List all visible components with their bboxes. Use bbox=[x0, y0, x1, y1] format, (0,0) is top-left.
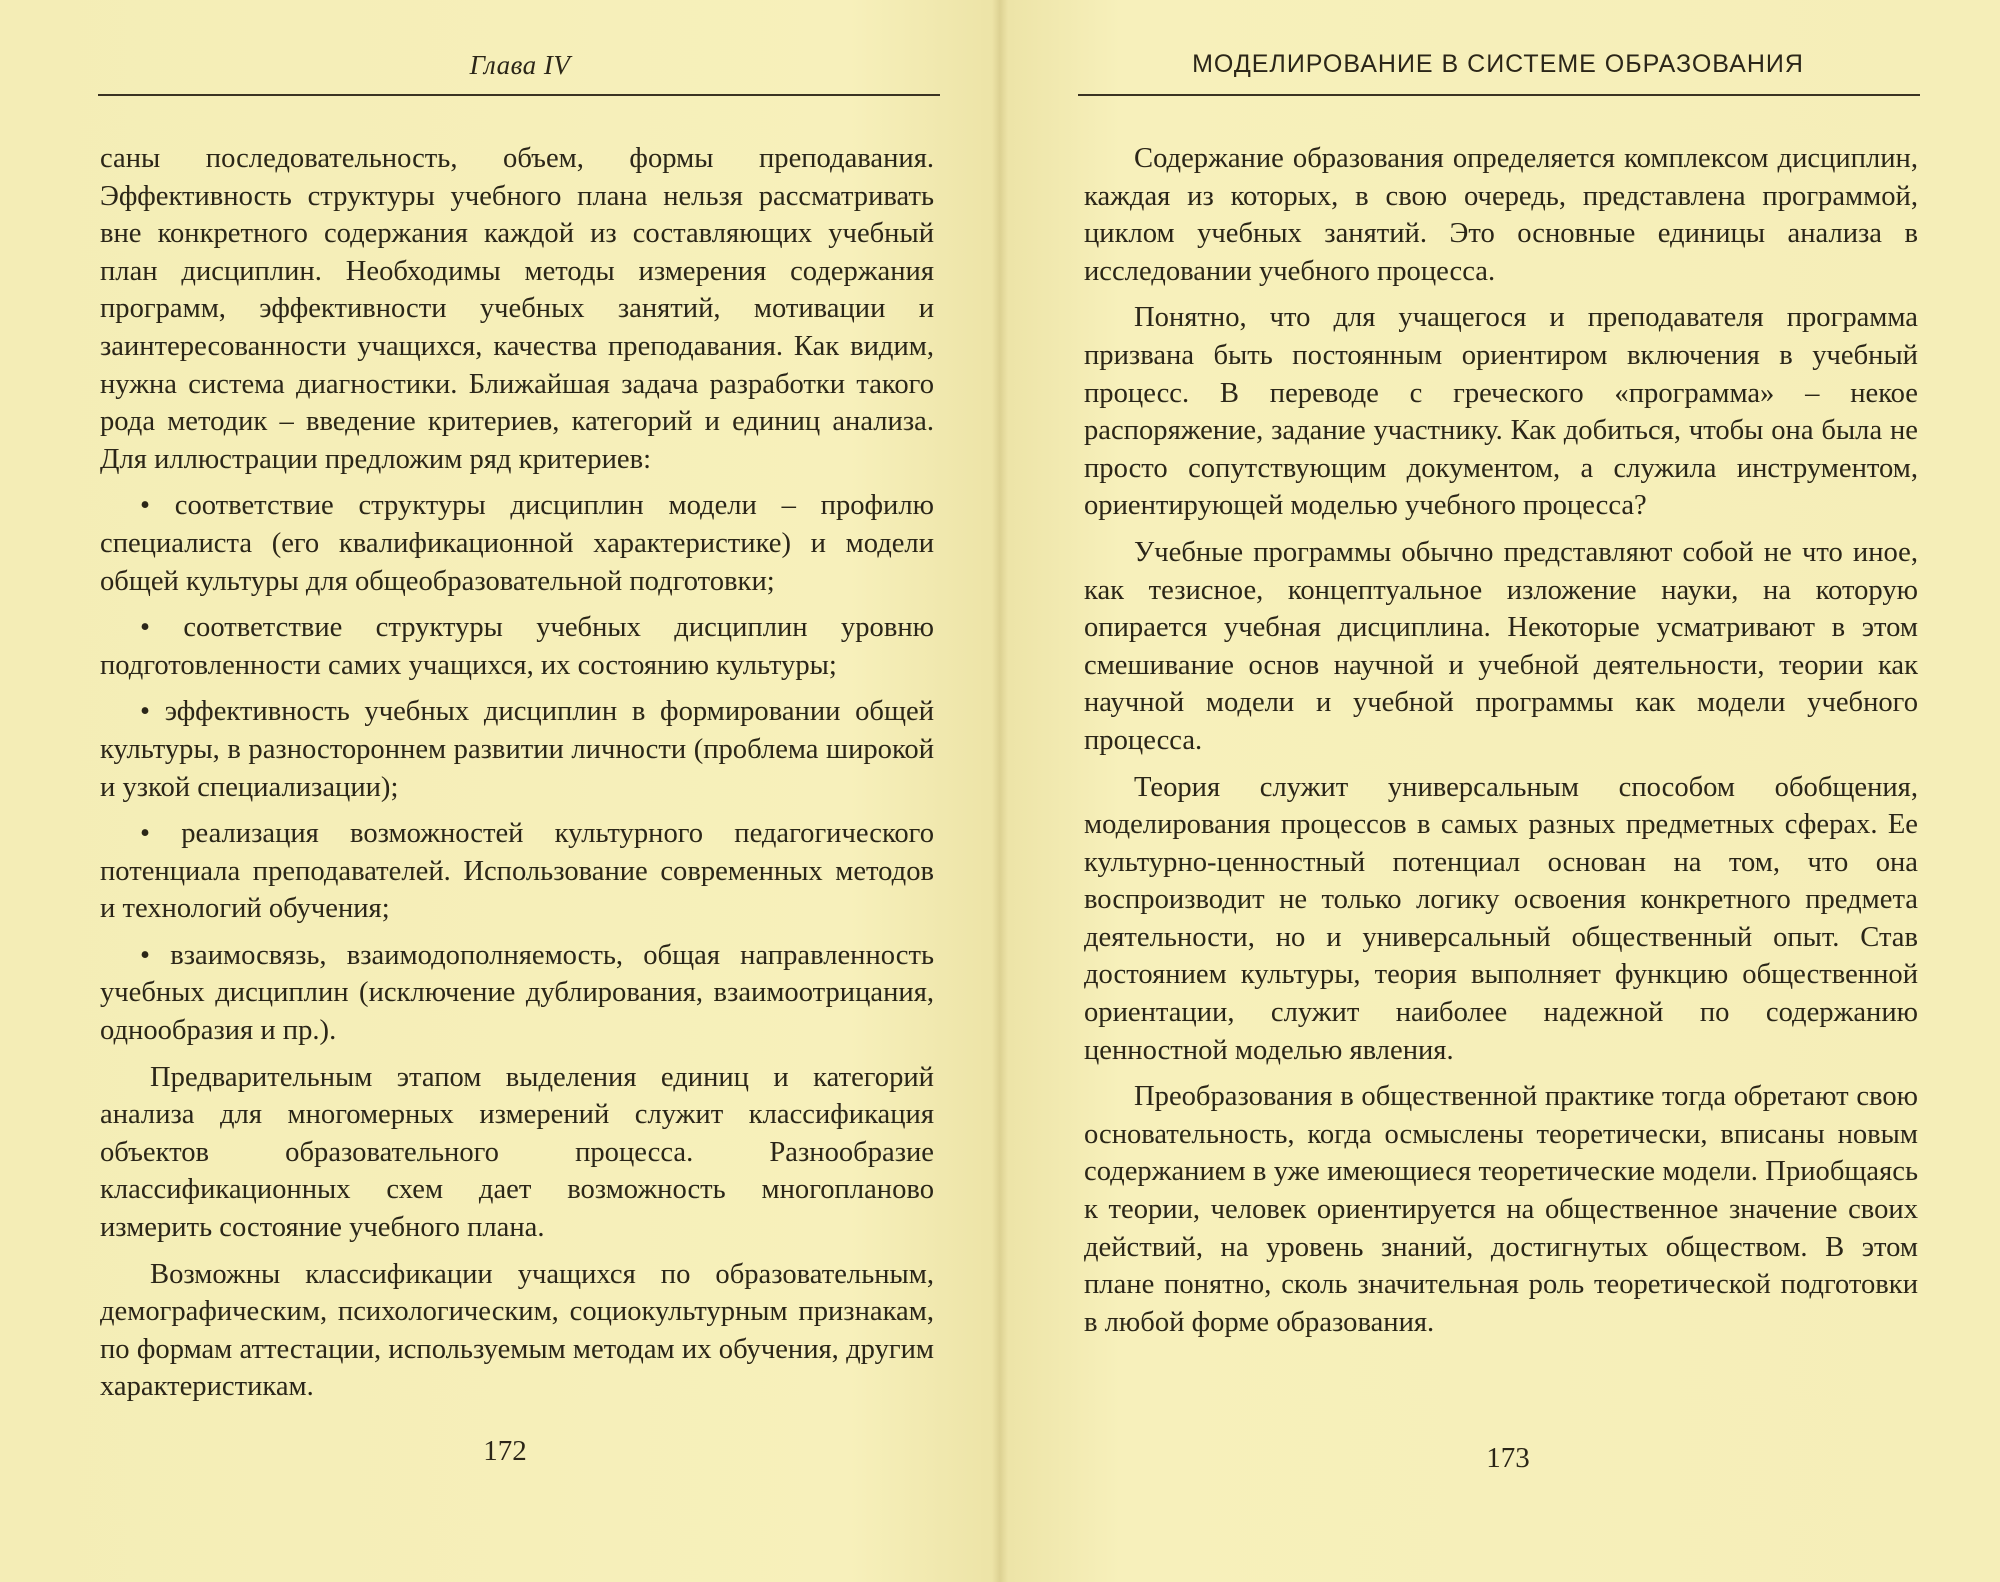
paragraph: саны последовательность, объем, формы преподавания. Эффективность структуры учебного плана нельзя рассматривать вне конкретного содержания каждой из составляющих учебный план дисциплин. Необходимы методы измерения содержания программ, эффективности учебных занятий, мотивации и заинтересованности учащихся, качества преподавания. Как видим, нужна система диагностики. Ближайшая задача разработки такого рода методик – введение критериев, категорий и единиц анализа. Для иллюстрации предложим ряд критериев: bbox=[100, 143, 934, 475]
paragraph: Понятно, что для учащегося и преподавателя программа призвана быть постоянным ориентиром включения в учебный процесс. В переводе с греческого «программа» – некое распоряжение, задание участнику. Как добиться, чтобы она была не просто сопутствующим документом, а служила инструментом, ориентирующей моделью учебного процесса? bbox=[1084, 302, 1918, 522]
header-rule bbox=[1078, 94, 1920, 96]
paragraph: Преобразования в общественной практике тогда обретают свою основательность, когда осмыслены теоретически, вписаны новым содержанием в уже имеющиеся теоретические модели. Приобщаясь к теории, человек ориентируется на общественное значение своих действий, на уровень знаний, достигнутых обществом. В этом плане понятно, сколь значительная роль теоретической подготовки в любой форме образования. bbox=[1084, 1081, 1918, 1338]
bullet-item: • соответствие структуры учебных дисциплин уровню подготовленности самих учащихся, их состоянию культуры; bbox=[100, 612, 934, 681]
chapter-header: Глава IV bbox=[469, 50, 571, 80]
bullet-item: • реализация возможностей культурного педагогического потенциала преподавателей. Использование современных методов и технологий обучения; bbox=[100, 818, 934, 925]
right-page bbox=[1000, 0, 2000, 1582]
paragraph: Содержание образования определяется комплексом дисциплин, каждая из которых, в свою очередь, представлена программой, циклом учебных занятий. Это основные единицы анализа в исследовании учебного процесса. bbox=[1084, 143, 1918, 287]
bullet-item: • взаимосвязь, взаимодополняемость, общая направленность учебных дисциплин (исключение дублирования, взаимоотрицания, однообразия и пр.). bbox=[100, 939, 934, 1047]
bullet-item: • соответствие структуры дисциплин модели – профилю специалиста (его квалификационной характеристике) и модели общей культуры для общеобразовательной подготовки; bbox=[100, 490, 934, 597]
running-title: МОДЕЛИРОВАНИЕ В СИСТЕМЕ ОБРАЗОВАНИЯ bbox=[1192, 50, 1804, 78]
paragraph: Теория служит универсальным способом обобщения, моделирования процессов в самых разных предметных сферах. Ее культурно-ценностный потенциал основан на том, что она воспроизводит не только логику освоения конкретного предмета деятельности, но и универсальный общественный опыт. Став достоянием культуры, теория выполняет функцию общественной ориентации, служит наиболее надежной по содержанию ценностной моделью явления. bbox=[1084, 771, 1918, 1066]
paragraph: Возможны классификации учащихся по образовательным, демографическим, психологическим, социокультурным признакам, по формам аттестации, используемым методам их обучения, другим характеристикам. bbox=[100, 1258, 934, 1403]
page-number: 173 bbox=[1486, 1442, 1530, 1474]
bullet-item: • эффективность учебных дисциплин в формировании общей культуры, в разностороннем развитии личности (проблема широкой и узкой специализации); bbox=[100, 696, 934, 803]
page-number: 172 bbox=[483, 1435, 527, 1467]
header-rule bbox=[98, 94, 940, 96]
paragraph: Предварительным этапом выделения единиц и категорий анализа для многомерных измерений служит классификация объектов образовательного процесса. Разнообразие классификационных схем дает возможность многопланово измерить состояние учебного плана. bbox=[100, 1061, 934, 1244]
left-page-body bbox=[100, 140, 934, 1406]
right-page-body bbox=[1084, 140, 1918, 1341]
book-gutter bbox=[992, 0, 1008, 1582]
paragraph: Учебные программы обычно представляют собой не что иное, как тезисное, концептуальное изложение науки, на которую опирается учебная дисциплина. Некоторые усматривают в этом смешивание основ научной и учебной деятельности, теории как научной модели и учебной программы как модели учебного процесса. bbox=[1084, 536, 1918, 756]
